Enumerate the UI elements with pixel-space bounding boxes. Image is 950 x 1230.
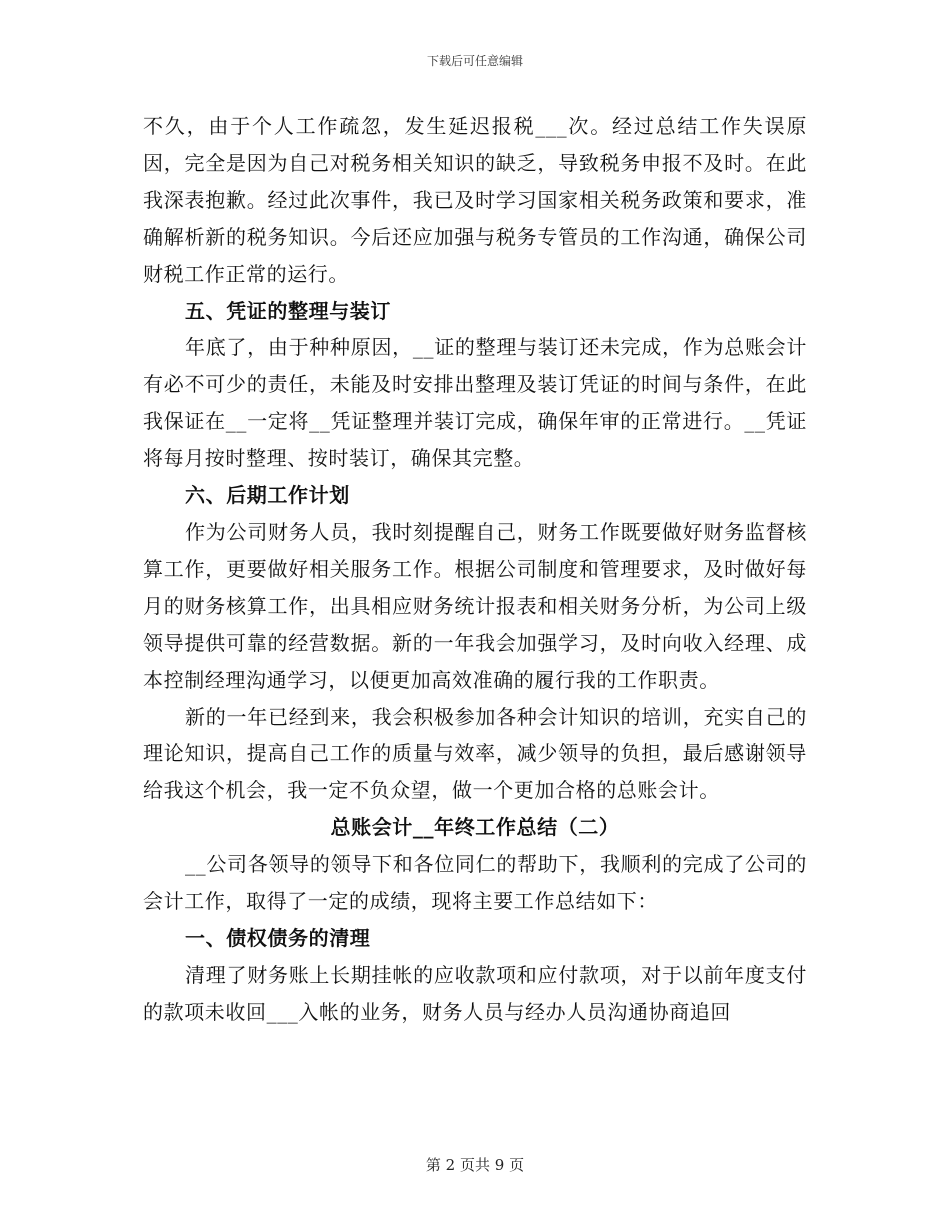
document-title-part-two: 总账会计__年终工作总结（二） xyxy=(330,815,620,840)
paragraph-voucher-binding: 年底了，由于种种原因，__证的整理与装订还未完成，作为总账会计有必不可少的责任，未能及时安排出整理及装订凭证的时间与条件，在此我保证在__一定将__凭证整理并装订完成，确保年审的正常进行。__凭证将每月按时整理、按时装订，确保其完整。 xyxy=(143,335,807,471)
section-heading-voucher-binding: 五、凭证的整理与装订 xyxy=(185,298,391,323)
paragraph-tax-delay: 不久，由于个人工作疏忽，发生延迟报税___次。经过总结工作失误原因，完全是因为自己对税务相关知识的缺乏，导致税务申报不及时。在此我深表抱歉。经过此次事件，我已及时学习国家相关税务政策和要求，准确解析新的税务知识。今后还应加强与税务专管员的工作沟通，确保公司财税工作正常的运行。 xyxy=(143,114,807,286)
section-heading-debt-clearing: 一、债权债务的清理 xyxy=(185,925,371,950)
paragraph-intro-part-two: __公司各领导的领导下和各位同仁的帮助下，我顺利的完成了公司的会计工作，取得了一定的成绩，现将主要工作总结如下： xyxy=(143,852,807,914)
section-heading-work-plan: 六、后期工作计划 xyxy=(185,483,350,508)
page-header: 下载后可任意编辑 xyxy=(426,54,523,68)
page-number: 第 2 页共 9 页 xyxy=(425,1156,525,1174)
paragraph-new-year: 新的一年已经到来，我会积极参加各种会计知识的培训，充实自己的理论知识，提高自己工作的质量与效率，减少领导的负担，最后感谢领导给我这个机会，我一定不负众望，做一个更加合格的总账会计。 xyxy=(143,704,807,803)
document-body xyxy=(143,108,807,1031)
paragraph-work-plan: 作为公司财务人员，我时刻提醒自己，财务工作既要做好财务监督核算工作，更要做好相关服务工作。根据公司制度和管理要求，及时做好每月的财务核算工作，出具相应财务统计报表和相关财务分析，为公司上级领导提供可靠的经营数据。新的一年我会加强学习，及时向收入经理、成本控制经理沟通学习，以便更加高效准确的履行我的工作职责。 xyxy=(143,519,807,692)
paragraph-debt-clearing: 清理了财务账上长期挂帐的应收款项和应付款项，对于以前年度支付的款项未收回___入帐的业务，财务人员与经办人员沟通协商追回 xyxy=(143,962,807,1024)
